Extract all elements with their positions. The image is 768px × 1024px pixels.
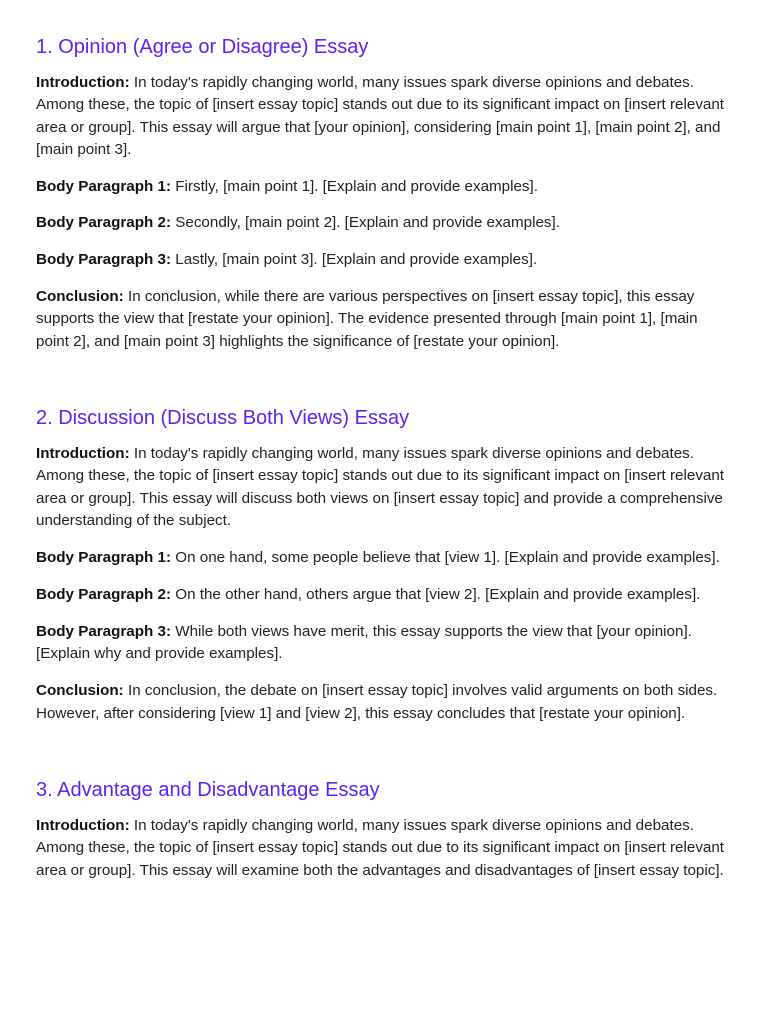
paragraph-text: In today's rapidly changing world, many issues spark diverse opinions and debates. Among these, the topic of [insert essay topic] stands out due to its significant impact on [insert relevant area or group]. This essay will examine both the advantages and disadvantages of [insert essay topic].	[36, 816, 725, 879]
section-title: 1. Opinion (Agree or Disagree) Essay	[36, 36, 369, 58]
paragraph-text: While both views have merit, this essay supports the view that [your opinion]. [Explain why and provide examples].	[36, 622, 692, 663]
paragraph-label: Conclusion:	[36, 288, 124, 306]
paragraph-text: Firstly, [main point 1]. [Explain and provide examples].	[171, 178, 538, 196]
body-paragraph-2	[36, 212, 734, 234]
introduction-paragraph	[36, 72, 734, 161]
paragraph-label: Introduction:	[36, 444, 130, 462]
introduction-paragraph	[36, 443, 734, 532]
essay-section-advantage-disadvantage	[36, 776, 734, 882]
introduction-paragraph	[36, 815, 734, 882]
conclusion-paragraph	[36, 286, 734, 353]
paragraph-label: Body Paragraph 3:	[36, 250, 172, 268]
paragraph-text: In today's rapidly changing world, many issues spark diverse opinions and debates. Among these, the topic of [insert essay topic] stands out due to its significant impact on [insert relevant area or group]. This essay will argue that [your opinion], considering [main point 1], [main point 2], and [main point 3].	[36, 74, 725, 158]
essay-section-opinion	[36, 33, 734, 353]
paragraph-text: On the other hand, others argue that [view 2]. [Explain and provide examples].	[171, 586, 701, 604]
paragraph-label: Body Paragraph 3:	[36, 622, 172, 640]
conclusion-paragraph	[36, 680, 734, 725]
paragraph-label: Conclusion:	[36, 682, 124, 700]
paragraph-label: Body Paragraph 1:	[36, 549, 172, 567]
body-paragraph-3	[36, 249, 734, 271]
paragraph-label: Introduction:	[36, 74, 130, 91]
paragraph-text: Secondly, [main point 2]. [Explain and provide examples].	[171, 214, 560, 232]
paragraph-label: Body Paragraph 1:	[36, 178, 172, 196]
body-paragraph-2	[36, 584, 734, 606]
paragraph-label: Body Paragraph 2:	[36, 586, 172, 604]
section-title: 2. Discussion (Discuss Both Views) Essay	[36, 406, 410, 429]
paragraph-text: In today's rapidly changing world, many issues spark diverse opinions and debates. Among these, the topic of [insert essay topic] stands out due to its significant impact on [insert relevant area or group]. This essay will discuss both views on [insert essay topic] and provide a comprehensive understanding of the subject.	[36, 444, 725, 529]
body-paragraph-3	[36, 621, 734, 666]
body-paragraph-1	[36, 547, 734, 569]
paragraph-text: On one hand, some people believe that [view 1]. [Explain and provide examples].	[171, 549, 720, 567]
paragraph-text: Lastly, [main point 3]. [Explain and provide examples].	[171, 250, 538, 268]
paragraph-text: In conclusion, the debate on [insert essay topic] involves valid arguments on both sides. However, after considering [view 1] and [view 2], this essay concludes that [restate your opinion].	[36, 682, 718, 722]
paragraph-label: Body Paragraph 2:	[36, 214, 172, 232]
essay-section-discussion	[36, 404, 734, 725]
body-paragraph-1	[36, 176, 734, 198]
section-title: 3. Advantage and Disadvantage Essay	[36, 778, 380, 801]
paragraph-label: Introduction:	[36, 816, 130, 834]
paragraph-text: In conclusion, while there are various perspectives on [insert essay topic], this essay supports the view that [restate your opinion]. The evidence presented through [main point 1], [main point 2], and [main point 3] highlights the significance of [restate your opinion].	[36, 288, 698, 350]
